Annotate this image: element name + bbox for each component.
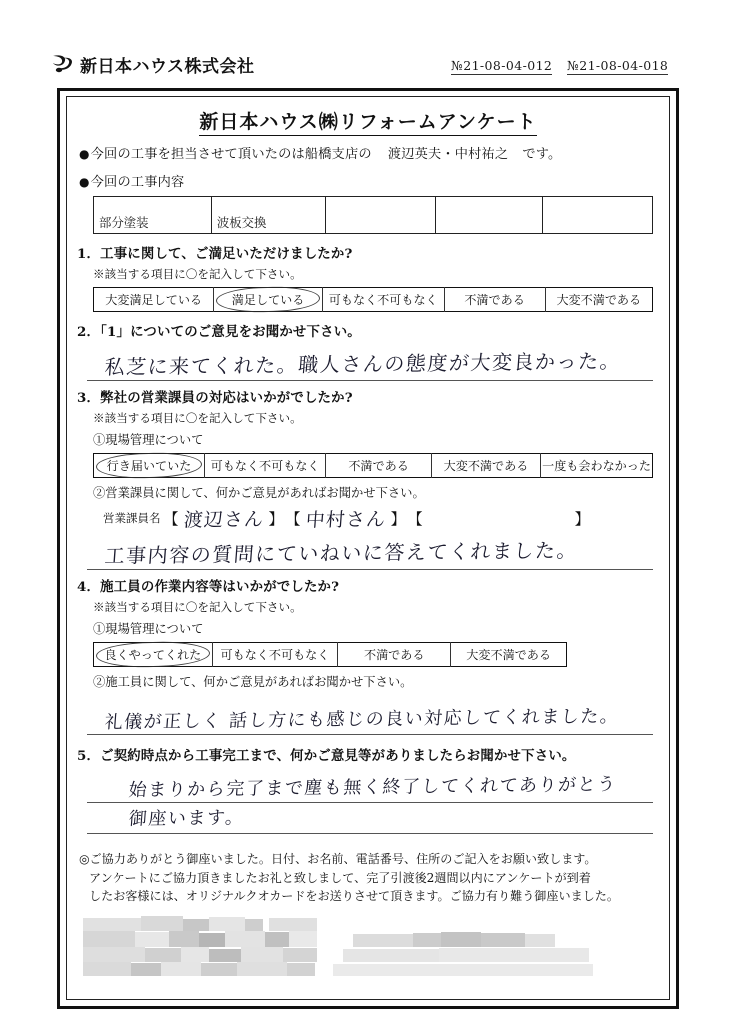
question-1-number: 1． bbox=[77, 246, 101, 262]
document-number-1: №21-08-04-012 bbox=[451, 58, 553, 73]
answer-line bbox=[87, 344, 653, 381]
staff-name-label: 営業課員名 bbox=[103, 511, 161, 525]
option-cell[interactable]: 不満である bbox=[338, 643, 451, 667]
work-content-label: 今回の工事内容 bbox=[90, 175, 185, 190]
redacted-personal-info bbox=[83, 916, 653, 982]
bracket-open-icon: 【 bbox=[407, 509, 423, 528]
question-5-heading bbox=[77, 745, 671, 764]
question-2-text: 「1」についてのご意見をお聞かせ下さい。 bbox=[100, 324, 361, 340]
footer-line-2: アンケートにご協力頂きましたお礼と致しまして、完了引渡後2週間以内にアンケートが到着 bbox=[89, 870, 591, 885]
question-3-subheading-2: ②営業課員に関して、何かご意見があればお聞かせ下さい。 bbox=[93, 486, 425, 500]
bracket-close-icon: 】 bbox=[574, 509, 590, 528]
question-3-heading bbox=[77, 387, 671, 406]
answer-line bbox=[87, 533, 653, 570]
question-3-note: ※該当する項目に〇を記入して下さい。 bbox=[93, 411, 302, 425]
intro-line bbox=[79, 143, 671, 162]
table-row bbox=[94, 197, 653, 234]
option-cell[interactable]: 可もなく不可もなく bbox=[204, 454, 325, 478]
work-cell bbox=[543, 197, 653, 234]
question-2-number: 2． bbox=[77, 324, 101, 340]
table-row bbox=[94, 643, 567, 667]
question-3-answer-block bbox=[87, 533, 653, 570]
question-3-text: 弊社の営業課員の対応はいかがでしたか? bbox=[100, 390, 353, 406]
question-3-options bbox=[93, 453, 653, 478]
page-title-text: 新日本ハウス㈱リフォームアンケート bbox=[199, 111, 536, 136]
staff-name-row bbox=[103, 503, 671, 533]
intro-staff-names: 渡辺英夫・中村祐之 bbox=[387, 147, 509, 162]
question-4-text: 施工員の作業内容等はいかがでしたか? bbox=[100, 579, 340, 595]
question-3-answer: 工事内容の質問にていねいに答えてくれました。 bbox=[103, 538, 580, 568]
intro-text-after: です。 bbox=[522, 147, 562, 162]
question-5-answer-line-2: 御座います。 bbox=[128, 807, 246, 830]
company-name: 新日本ハウス株式会社 bbox=[80, 57, 255, 77]
option-cell-selected[interactable]: 行き届いていた bbox=[94, 454, 205, 478]
question-4-heading bbox=[77, 576, 671, 595]
work-cell bbox=[325, 197, 435, 234]
document-number-2: №21-08-04-018 bbox=[567, 58, 669, 73]
option-cell[interactable]: 不満である bbox=[326, 454, 432, 478]
work-cell bbox=[435, 197, 543, 234]
work-content-table bbox=[93, 196, 653, 234]
question-4-number: 4． bbox=[77, 579, 101, 595]
intro-text-before: 今回の工事を担当させて頂いたのは船橋支店の bbox=[90, 147, 372, 162]
option-cell[interactable]: 可もなく不可もなく bbox=[212, 643, 337, 667]
option-cell-selected[interactable]: 満足している bbox=[214, 288, 323, 312]
table-row bbox=[94, 454, 653, 478]
staff-name-2: 中村さん bbox=[304, 507, 387, 532]
company-logo-block bbox=[50, 52, 255, 77]
question-1-heading bbox=[77, 243, 671, 262]
bracket-open-icon: 【 bbox=[285, 509, 301, 528]
answer-line bbox=[87, 694, 653, 735]
question-5-answer-block bbox=[87, 770, 653, 834]
bullet-icon: ● bbox=[79, 147, 90, 161]
option-cell-selected[interactable]: 良くやってくれた bbox=[94, 643, 213, 667]
bullet-icon: ● bbox=[79, 175, 90, 189]
question-4-subheading: ①現場管理について bbox=[93, 622, 204, 636]
bracket-close-icon: 】 bbox=[268, 509, 284, 528]
question-2-answer: 私芝に来てくれた。職人さんの態度が大変良かった。 bbox=[103, 348, 623, 380]
answer-line bbox=[87, 803, 653, 834]
work-content-heading bbox=[79, 171, 671, 190]
document-content bbox=[65, 94, 671, 1003]
question-5-answer-line-1: 始まりから完了まで塵も無く終了してくれてありがとう bbox=[127, 774, 618, 801]
question-5-text: ご契約時点から工事完工まで、何かご意見等がありましたらお聞かせ下さい。 bbox=[100, 748, 576, 764]
question-1-text: 工事に関して、ご満足いただけましたか? bbox=[100, 246, 353, 262]
footer-line-3: したお客様には、オリジナルクオカードをお送りさせて頂きます。ご協力有り難う御座いました。 bbox=[89, 889, 619, 904]
question-2-answer-block bbox=[87, 344, 653, 381]
option-cell[interactable]: 大変不満である bbox=[451, 643, 567, 667]
question-4-subheading-2: ②施工員に関して、何かご意見があればお聞かせ下さい。 bbox=[93, 675, 413, 689]
table-row bbox=[94, 288, 653, 312]
option-cell[interactable]: 一度も会わなかった bbox=[541, 454, 653, 478]
question-4-answer: 礼儀が正しく 話し方にも感じの良い対応してくれました。 bbox=[103, 705, 621, 734]
footer-line-1: ◎ご協力ありがとう御座いました。日付、お名前、電話番号、住所のご記入をお願い致します。 bbox=[79, 852, 597, 866]
bracket-open-icon: 【 bbox=[163, 509, 179, 528]
question-5-number: 5． bbox=[77, 748, 101, 764]
question-4-note: ※該当する項目に〇を記入して下さい。 bbox=[93, 600, 302, 614]
option-cell[interactable]: 可もなく不可もなく bbox=[322, 288, 444, 312]
question-4-options bbox=[93, 642, 567, 667]
bracket-close-icon: 】 bbox=[390, 509, 406, 528]
answer-line bbox=[87, 770, 653, 803]
company-swirl-logo-icon bbox=[50, 52, 76, 76]
work-cell: 部分塗装 bbox=[94, 197, 212, 234]
option-cell[interactable]: 不満である bbox=[444, 288, 545, 312]
question-2-heading bbox=[77, 321, 671, 340]
staff-name-1: 渡辺さん bbox=[182, 507, 265, 532]
page-title bbox=[65, 107, 671, 134]
option-cell[interactable]: 大変不満である bbox=[545, 288, 652, 312]
question-3-number: 3． bbox=[77, 390, 101, 406]
work-cell: 波板交換 bbox=[211, 197, 325, 234]
option-cell[interactable]: 大変満足している bbox=[94, 288, 214, 312]
footer-notice bbox=[79, 850, 657, 906]
option-cell[interactable]: 大変不満である bbox=[431, 454, 540, 478]
question-1-options bbox=[93, 287, 653, 312]
question-3-subheading: ①現場管理について bbox=[93, 433, 204, 447]
question-1-note: ※該当する項目に〇を記入して下さい。 bbox=[93, 267, 302, 281]
question-4-answer-block bbox=[87, 694, 653, 735]
